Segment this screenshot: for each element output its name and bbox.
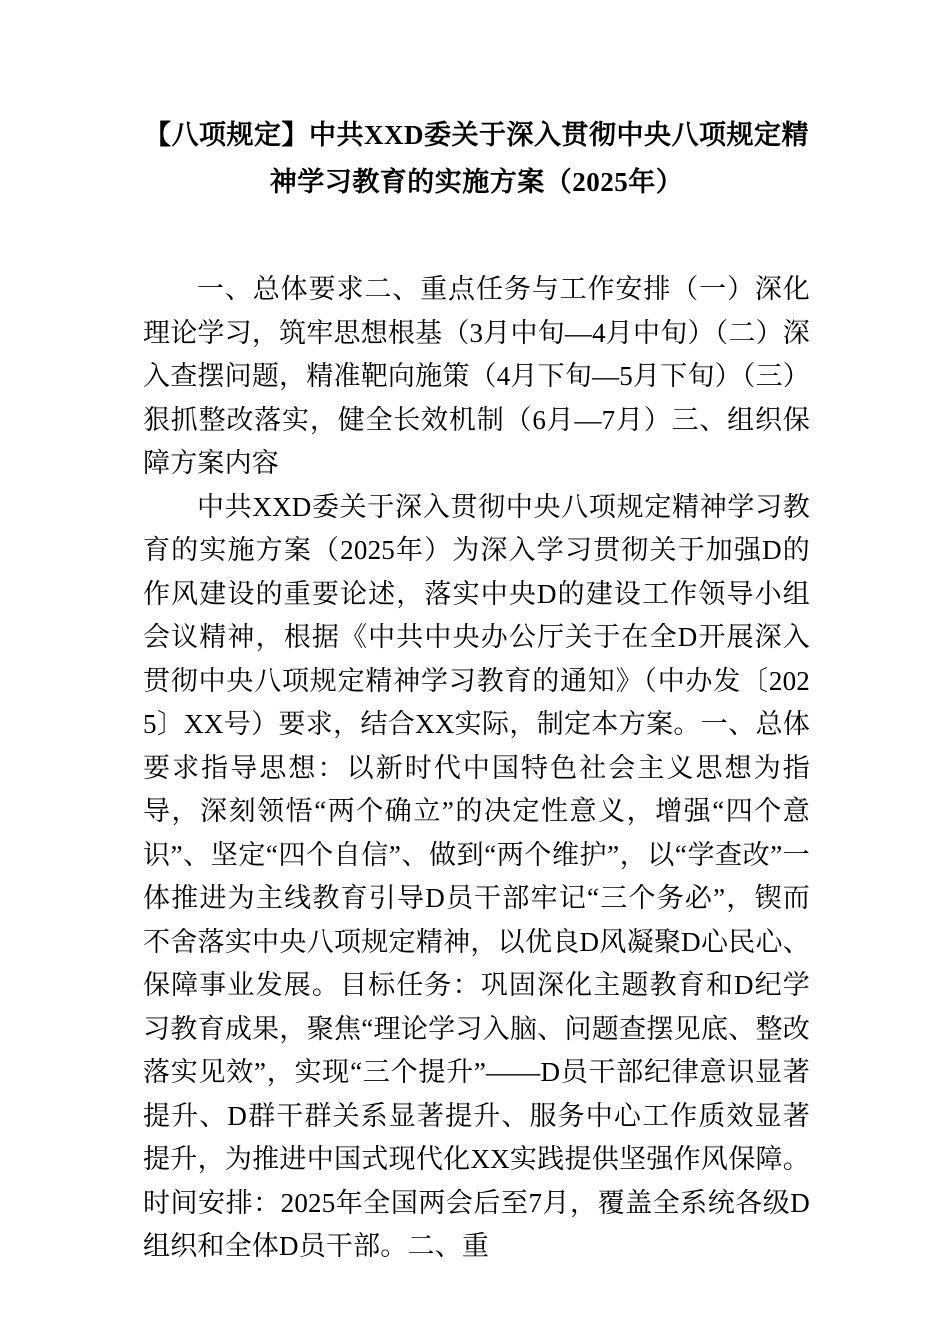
document-title: 【八项规定】中共XXD委关于深入贯彻中央八项规定精神学习教育的实施方案（2025年） xyxy=(144,120,809,197)
paragraph-main-text: 中共XXD委关于深入贯彻中央八项规定精神学习教育的实施方案（2025年）为深入学习贯彻关于加强D的作风建设的重要论述，落实中央D的建设工作领导小组会议精神，根据《中共中央办公厅关于在全D开展深入贯彻中央八项规定精神学习教育的通知》（中办发〔2025〕XX号）要求，结合XX实际，制定本方案。一、总体要求指导思想：以新时代中国特色社会主义思想为指导，深刻领悟“两个确立”的决定性意义，增强“四个意识”、坚定“四个自信”、做到“两个维护”，以“学查改”一体推进为主线教育引导D员干部牢记“三个务必”，锲而不舍落实中央八项规定精神，以优良D风凝聚D心民心、保障事业发展。目标任务：巩固深化主题教育和D纪学习教育成果，聚焦“理论学习入脑、问题查摆见底、整改落实见效”，实现“三个提升”——D员干部纪律意识显著提升、D群干群关系显著提升、服务中心工作质效显著提升，为推进中国式现代化XX实践提供坚强作风保障。时间安排：2025年全国两会后至7月，覆盖全系统各级D组织和全体D员干部。二、重 xyxy=(143,491,810,1261)
document-body xyxy=(143,268,810,1269)
paragraph-outline: 一、总体要求二、重点任务与工作安排（一）深化理论学习，筑牢思想根基（3月中旬—4月中旬）（二）深入查摆问题，精准靶向施策（4月下旬—5月下旬）（三）狠抓整改落实，健全长效机制（6月—7月）三、组织保障方案内容 xyxy=(143,274,810,478)
